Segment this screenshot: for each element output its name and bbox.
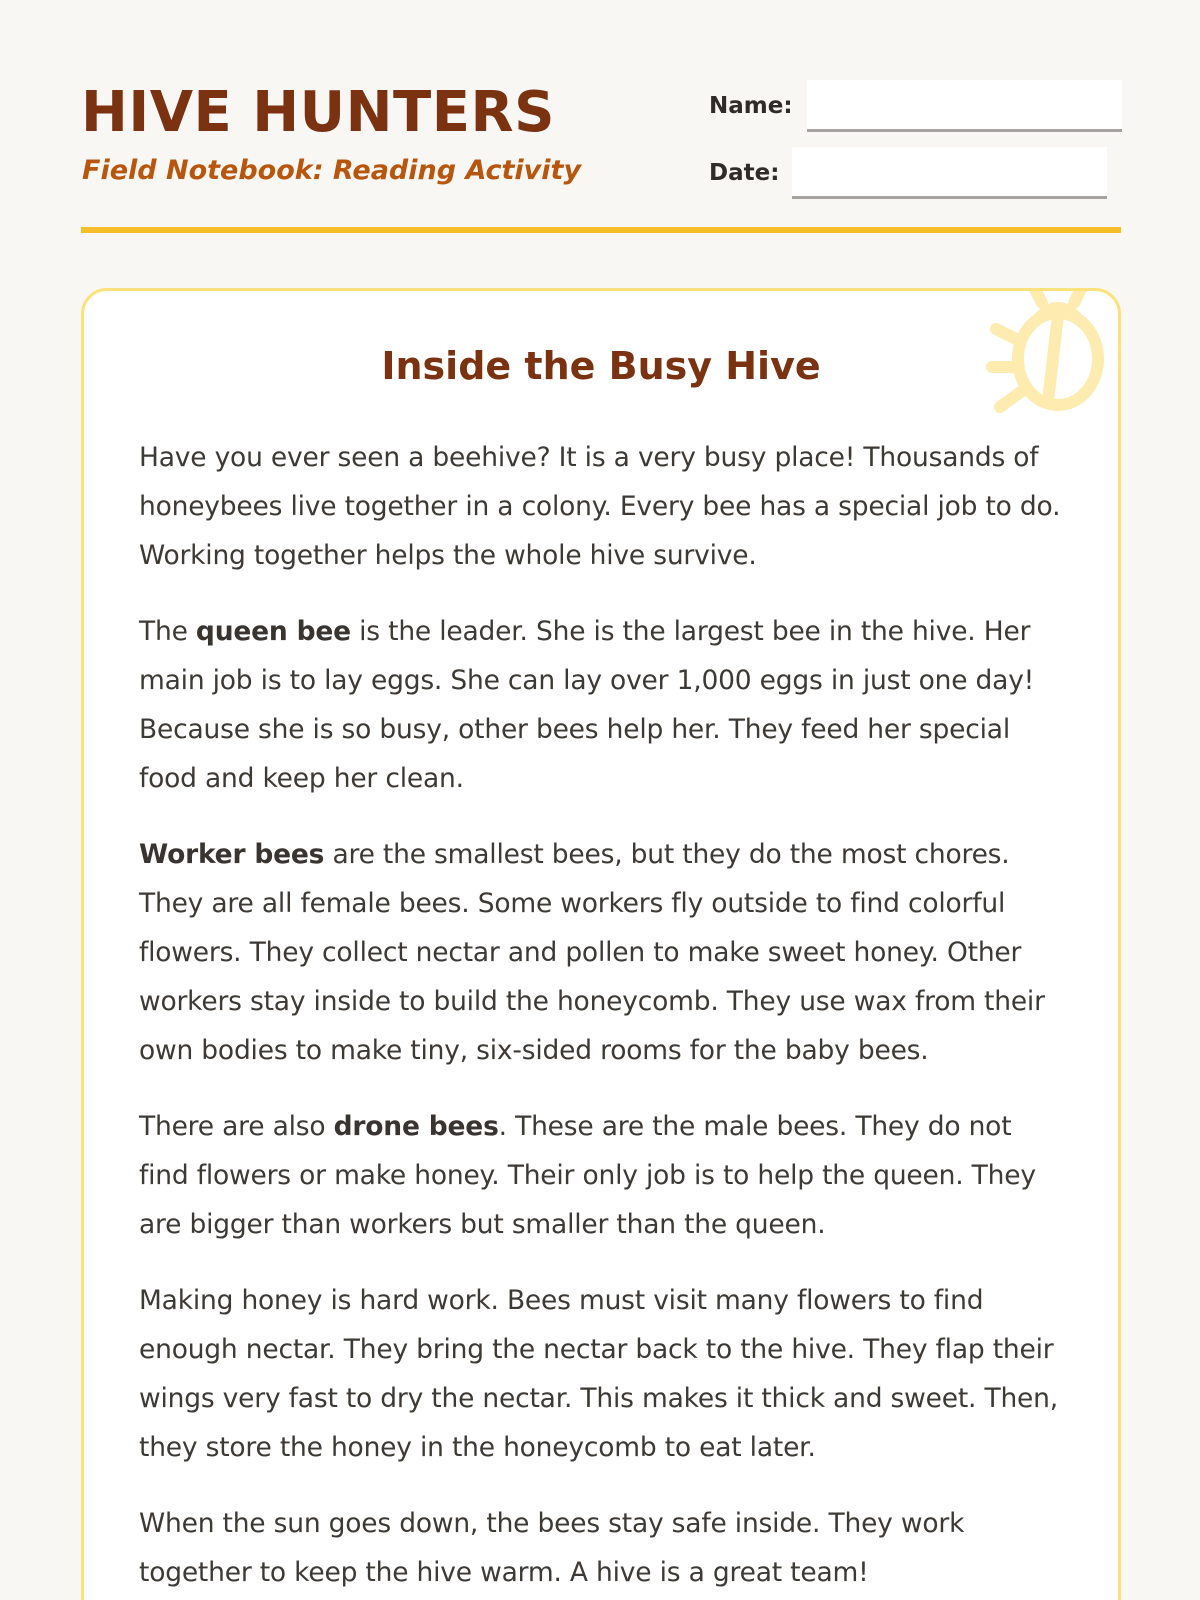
paragraph-keyword: drone bees xyxy=(333,1111,499,1142)
date-label: Date: xyxy=(709,160,780,186)
paragraph xyxy=(139,607,1069,803)
brand-title: HIVE HUNTERS xyxy=(81,80,555,145)
date-input[interactable] xyxy=(792,147,1107,199)
paragraph-text: is the leader. She is the largest bee in the hive. Her main job is to lay eggs. She can lay over 1,000 eggs in just one day! Because she is so busy, other bees help her. They feed her special food and keep her clean. xyxy=(139,616,1035,794)
header-divider xyxy=(81,227,1121,233)
paragraph xyxy=(139,1102,1069,1249)
paragraph xyxy=(139,1499,1069,1597)
brand-subtitle: Field Notebook: Reading Activity xyxy=(82,155,582,186)
paragraph xyxy=(139,433,1069,580)
paragraph xyxy=(139,1276,1069,1472)
paragraph-text: . These are the male bees. They do not find flowers or make honey. Their only job is to help the queen. They are bigger than workers but smaller than the queen. xyxy=(139,1111,1036,1240)
paragraph xyxy=(139,830,1069,1075)
name-label: Name: xyxy=(709,93,793,119)
reading-card xyxy=(81,288,1121,1600)
paragraph-text: There are also xyxy=(139,1111,334,1142)
paragraph-text: Have you ever seen a beehive? It is a very busy place! Thousands of honeybees live together in a colony. Every bee has a special job to do. Working together helps the whole hive survive. xyxy=(139,442,1061,571)
paragraph-text: are the smallest bees, but they do the most chores. They are all female bees. Some workers fly outside to find colorful flowers. They collect nectar and pollen to make sweet honey. Other workers stay inside to build the honeycomb. They use wax from their own bodies to make tiny, six-sided rooms for the baby bees. xyxy=(139,839,1045,1066)
paragraph-text: When the sun goes down, the bees stay safe inside. They work together to keep the hive warm. A hive is a great team! xyxy=(139,1508,965,1588)
paragraph-keyword: Worker bees xyxy=(139,839,325,870)
reading-passage xyxy=(139,433,1069,1600)
name-field xyxy=(709,80,1122,132)
paragraph-text: The xyxy=(139,616,196,647)
worksheet-header xyxy=(81,80,1121,230)
article-title: Inside the Busy Hive xyxy=(381,344,821,388)
date-field xyxy=(709,147,1107,199)
name-input[interactable] xyxy=(807,80,1122,132)
paragraph-keyword: queen bee xyxy=(195,616,351,647)
paragraph-text: Making honey is hard work. Bees must visit many flowers to find enough nectar. They bring the nectar back to the hive. They flap their wings very fast to dry the nectar. This makes it thick and sweet. Then, they store the honey in the honeycomb to eat later. xyxy=(139,1285,1058,1463)
